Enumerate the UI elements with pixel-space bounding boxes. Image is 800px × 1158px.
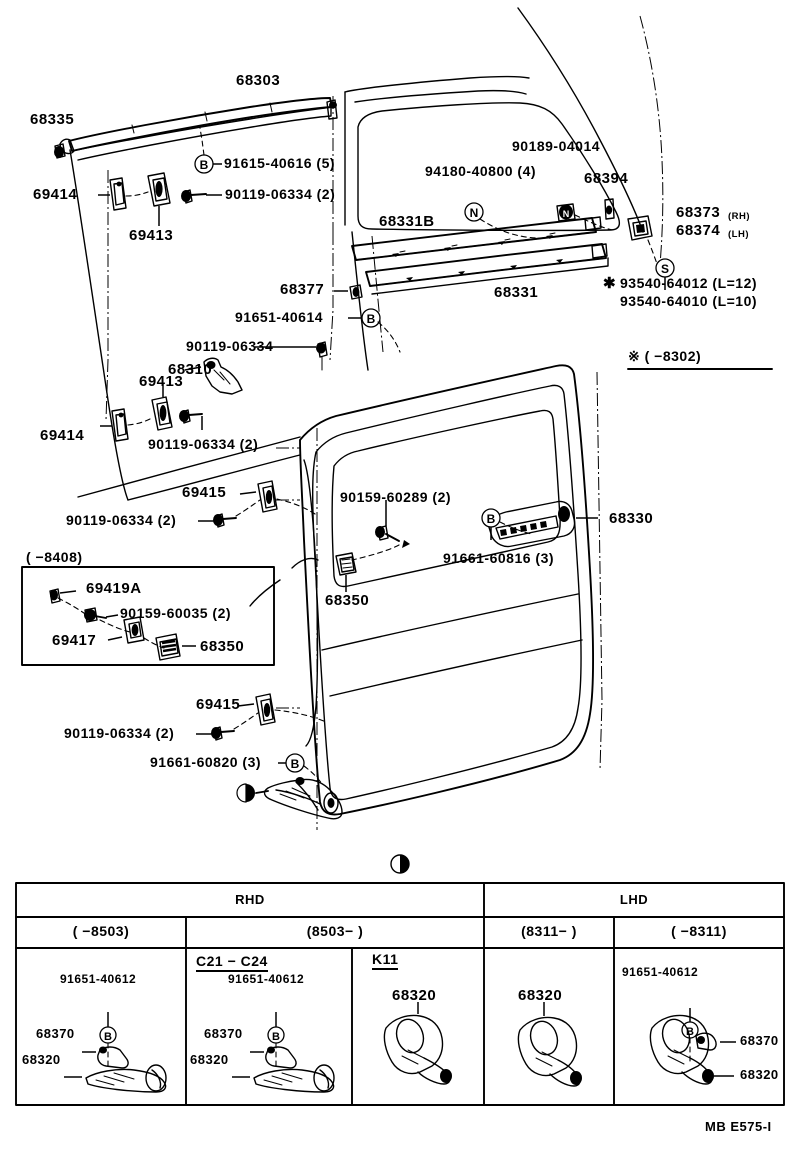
table-part-91651-40612-c1: 91651-40612 (60, 972, 137, 986)
callout-69419A: 69419A (86, 580, 142, 597)
table-part-68320-c1: 68320 (22, 1052, 61, 1067)
callout-68310: 68310 (168, 361, 213, 378)
callout-68335: 68335 (30, 111, 75, 128)
svg-text:N: N (469, 206, 479, 220)
callout-90119-06334-69415u: 90119-06334 (2) (66, 512, 177, 528)
table-range-rhd-2: (8503− ) (306, 923, 364, 939)
callout-68350-inset: 68350 (200, 638, 245, 655)
callout-90159-60035: 90159-60035 (2) (120, 605, 232, 621)
svg-text:B: B (199, 158, 209, 172)
svg-text:S: S (660, 262, 670, 276)
callout-90119-06334-69415l: 90119-06334 (2) (64, 725, 175, 741)
table-part-68320-c5: 68320 (740, 1067, 779, 1082)
callout-69415-upper: 69415 (182, 484, 227, 501)
callout-91661-60816: 91661-60816 (3) (443, 550, 555, 566)
table-group-rhd: RHD (235, 892, 265, 907)
callout-68330: 68330 (609, 510, 654, 527)
callout-90119-06334-68310: 90119-06334 (186, 338, 274, 354)
callout-91661-60820: 91661-60820 (3) (150, 754, 262, 770)
callout-68374: 68374 (676, 222, 721, 239)
callout-69414-upper: 69414 (33, 186, 78, 203)
table-part-68320-c4: 68320 (518, 987, 563, 1004)
callout-93540-64010: 93540-64010 (L=10) (620, 293, 758, 309)
svg-text:B: B (104, 1031, 112, 1043)
asterisk-marker: ✱ (603, 275, 617, 292)
table-range-lhd-2: ( −8311) (671, 923, 727, 939)
callout-93540-64012: 93540-64012 (L=12) (620, 275, 758, 291)
svg-text:N: N (562, 209, 570, 219)
table-group-lhd: LHD (619, 892, 649, 907)
callout-90159-60289: 90159-60289 (2) (340, 489, 452, 505)
table-model-c21-c24: C21 − C24 (196, 953, 268, 972)
table-part-91651-40612-c2: 91651-40612 (228, 972, 305, 986)
table-part-68370-c1: 68370 (36, 1026, 75, 1041)
callout-69415-lower: 69415 (196, 696, 241, 713)
table-part-68370-c5: 68370 (740, 1033, 779, 1048)
callout-68331B: 68331B (379, 213, 435, 230)
table-part-68370-c2: 68370 (204, 1026, 243, 1041)
callout-68350-door: 68350 (325, 592, 370, 609)
callout-90119-06334-69413: 90119-06334 (2) (148, 436, 259, 452)
callout-90189-04014: 90189-04014 (512, 138, 601, 154)
callout-69413-upper: 69413 (129, 227, 174, 244)
table-part-68320-c3: 68320 (392, 987, 437, 1004)
svg-text:B: B (272, 1031, 280, 1043)
callout-68303: 68303 (236, 72, 281, 89)
svg-text:B: B (486, 512, 496, 526)
table-range-rhd-1: ( −8503) (72, 923, 130, 939)
table-part-68320-c2: 68320 (190, 1052, 229, 1067)
callout-68373-side: (RH) (728, 211, 751, 222)
callout-68373: 68373 (676, 204, 721, 221)
callout-68377: 68377 (280, 281, 325, 298)
svg-text:B: B (290, 757, 300, 771)
svg-text:B: B (686, 1026, 694, 1038)
callout-91615-40616: 91615-40616 (5) (224, 155, 336, 171)
table-part-91651-40612-c5: 91651-40612 (622, 965, 699, 979)
callout-68394: 68394 (584, 170, 629, 187)
callout-69414-lower: 69414 (40, 427, 85, 444)
note-8302: ※ ( −8302) (628, 348, 702, 364)
callout-91651-40614: 91651-40614 (235, 309, 324, 325)
inset-8408-title: ( −8408) (26, 549, 83, 565)
callout-69417: 69417 (52, 632, 97, 649)
callout-68374-side: (LH) (728, 229, 749, 240)
callout-90119-06334-upper: 90119-06334 (2) (225, 186, 336, 202)
callout-68331: 68331 (494, 284, 539, 301)
footer-code: MB E575-I (705, 1119, 772, 1134)
table-range-lhd-1: (8311− ) (521, 923, 577, 939)
svg-text:B: B (366, 312, 376, 326)
callout-94180-40800: 94180-40800 (4) (425, 163, 537, 179)
callout-69413-lower: 69413 (139, 373, 184, 390)
table-model-k11: K11 (372, 951, 398, 970)
